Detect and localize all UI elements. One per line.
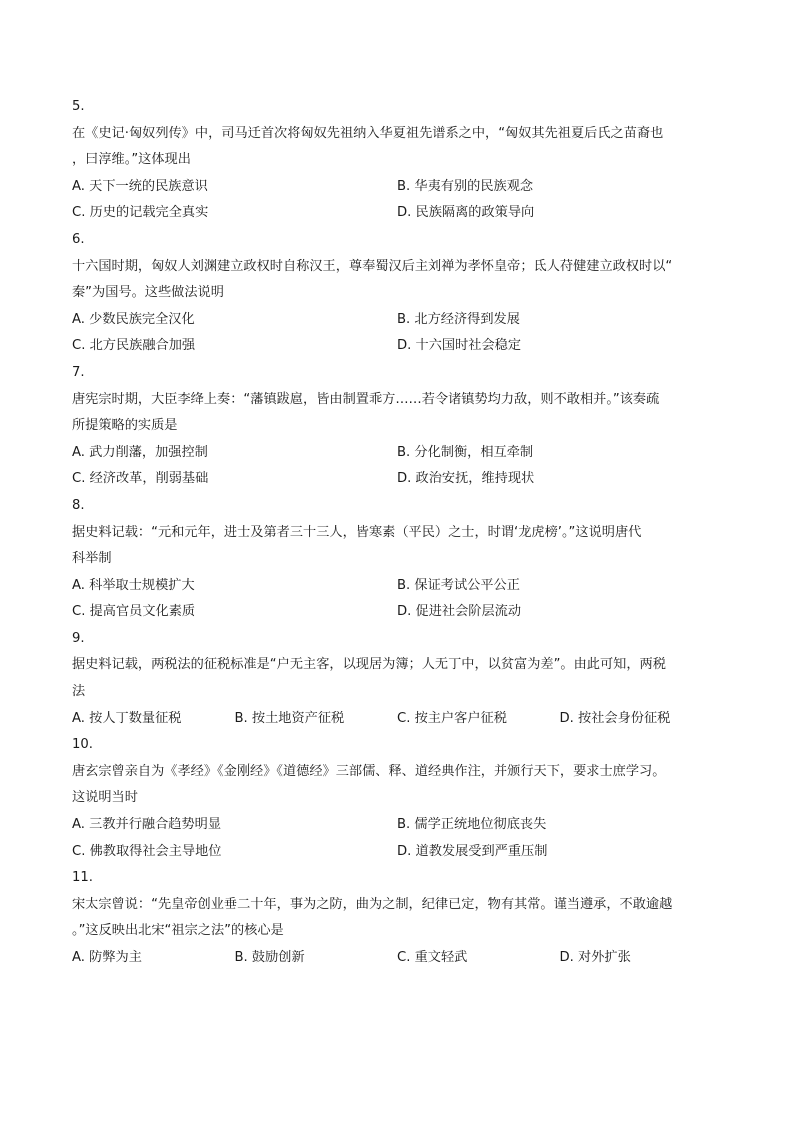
option-d[interactable]: D. 十六国时社会稳定 [397, 338, 522, 354]
option-d[interactable]: D. 民族隔离的政策导向 [397, 205, 535, 221]
option-b[interactable]: B. 儒学正统地位彻底丧失 [397, 817, 547, 833]
option-a[interactable]: A. 天下一统的民族意识 [72, 178, 208, 194]
question-stem-line: ，曰淳维。”这体现出 [72, 152, 191, 168]
option-d[interactable]: D. 对外扩张 [559, 950, 631, 965]
option-c[interactable]: C. 北方民族融合加强 [72, 338, 196, 354]
question-6 [72, 227, 722, 360]
question-stem-line: 十六国时期，匈奴人刘渊建立政权时自称汉王，尊奉蜀汉后主刘禅为孝怀皇帝；氐人苻健建立政权时以“ [72, 258, 673, 274]
question-number: 5. [72, 99, 85, 114]
options [72, 174, 722, 227]
question-number: 9. [72, 630, 85, 646]
question-stem-line: 科举制 [72, 551, 112, 567]
options [72, 706, 722, 733]
question-stem-line: 据史料记载：“元和元年，进士及第者三十三人，皆寒素（平民）之士，时谓‘龙虎榜’。”这说明唐代 [72, 524, 642, 540]
question-stem-line: 在《史记·匈奴列传》中，司马迁首次将匈奴先祖纳入华夏祖先谱系之中，“匈奴其先祖夏后氏之苗裔也 [72, 125, 664, 141]
options [72, 440, 722, 493]
question-5 [72, 94, 722, 227]
question-10 [72, 732, 722, 865]
question-11 [72, 865, 722, 971]
option-b[interactable]: B. 北方经济得到发展 [397, 311, 520, 327]
option-b[interactable]: B. 华夷有别的民族观念 [397, 178, 534, 194]
options [72, 573, 722, 626]
question-stem-line: 所提策略的实质是 [72, 418, 178, 434]
question-stem-line: 唐玄宗曾亲自为《孝经》《金刚经》《道德经》三部儒、释、道经典作注，并颁行天下，要求士庶学习。 [72, 763, 666, 779]
question-8 [72, 493, 722, 626]
option-c[interactable]: C. 佛教取得社会主导地位 [72, 843, 222, 859]
option-c[interactable]: C. 经济改革，削弱基础 [72, 471, 209, 487]
question-stem-line: 秦”为国号。这些做法说明 [72, 285, 224, 301]
option-c[interactable]: C. 提高官员文化素质 [72, 604, 196, 620]
option-a[interactable]: A. 科举取士规模扩大 [72, 577, 195, 593]
option-d[interactable]: D. 政治安抚，维持现状 [397, 471, 535, 487]
option-c[interactable]: C. 历史的记载完全真实 [72, 205, 209, 221]
question-number: 11. [72, 870, 93, 886]
option-a[interactable]: A. 防弊为主 [72, 950, 142, 965]
option-b[interactable]: B. 鼓励创新 [234, 950, 305, 965]
option-a[interactable]: A. 武力削藩，加强控制 [72, 444, 208, 460]
question-stem-line: 。”这反映出北宋“祖宗之法”的核心是 [72, 923, 284, 939]
question-number: 10. [72, 737, 93, 753]
options [72, 812, 722, 865]
question-9 [72, 626, 722, 732]
question-number: 8. [72, 497, 85, 513]
question-stem-line: 唐宪宗时期，大臣李绛上奏：“藩镇跋扈，皆由制置乖方……若令诸镇势均力敌，则不敢相并。”该奏疏 [72, 391, 660, 407]
question-stem-line: 这说明当时 [72, 790, 138, 806]
question-number: 6. [72, 231, 85, 247]
option-b[interactable]: B. 保证考试公平公正 [397, 577, 520, 593]
question-stem-line: 法 [72, 684, 86, 700]
option-a[interactable]: A. 按人丁数量征税 [72, 710, 182, 726]
option-c[interactable]: C. 重文轻武 [397, 950, 468, 965]
option-b[interactable]: B. 分化制衡，相互牵制 [397, 444, 534, 460]
exam-page [72, 94, 722, 972]
option-d[interactable]: D. 道教发展受到严重压制 [397, 843, 548, 859]
question-stem-line: 据史料记载，两税法的征税标准是“户无主客，以现居为簿；人无丁中，以贫富为差”。由此可知，两税 [72, 657, 666, 673]
option-c[interactable]: C. 按主户客户征税 [397, 710, 507, 726]
option-d[interactable]: D. 按社会身份征税 [559, 710, 671, 726]
question-stem-line: 宋太宗曾说：“先皇帝创业垂二十年，事为之防，曲为之制，纪律已定，物有其常。谨当遵承，不敢逾越 [72, 896, 673, 912]
options [72, 945, 722, 972]
option-b[interactable]: B. 按土地资产征税 [234, 710, 345, 726]
option-a[interactable]: A. 少数民族完全汉化 [72, 311, 195, 327]
options [72, 307, 722, 360]
question-7 [72, 360, 722, 493]
option-a[interactable]: A. 三教并行融合趋势明显 [72, 817, 222, 833]
question-number: 7. [72, 364, 85, 380]
option-d[interactable]: D. 促进社会阶层流动 [397, 604, 522, 620]
